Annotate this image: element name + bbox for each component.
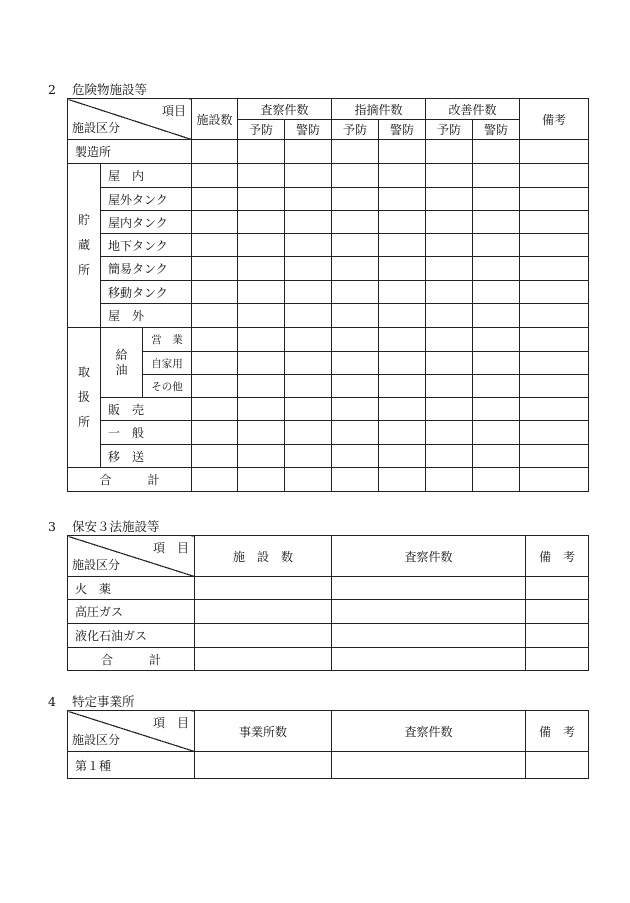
row-label-transfer: 移 送: [101, 445, 192, 468]
section-3-title: [48, 517, 160, 535]
row-label: 火 薬: [68, 577, 195, 600]
header-facility-count: 施 設 数: [195, 536, 332, 577]
row-label-total: 合 計: [68, 468, 192, 492]
header-diagonal-cell: [68, 536, 195, 577]
header-item-label: 項 目: [152, 716, 189, 730]
header-remarks: 備 考: [526, 711, 589, 752]
row-label: 第１種: [68, 752, 195, 779]
section-title-text: 危険物施設等: [72, 82, 148, 97]
header-office-count: 事業所数: [195, 711, 332, 752]
row-label-storage: 地下タンク: [101, 234, 192, 257]
row-label-storage: 簡易タンク: [101, 257, 192, 281]
header-inspection: 査察件数: [238, 99, 332, 120]
row-label-storage: 屋 内: [101, 164, 192, 188]
row-label-storage: 屋 外: [101, 304, 192, 328]
header-remarks: 備 考: [526, 536, 589, 577]
section-title-text: 特定事業所: [72, 694, 135, 709]
header-category-label: 施設区分: [72, 121, 121, 135]
header-item-label: 項 目: [152, 541, 189, 555]
section-number: 4: [48, 694, 56, 709]
header-inspection: 査察件数: [332, 711, 526, 752]
header-remarks: 備考: [520, 99, 589, 140]
header-fire-guard: 警防: [285, 120, 332, 140]
row-label: 高圧ガス: [68, 600, 195, 624]
header-fire-guard: 警防: [379, 120, 426, 140]
row-label-total: 合 計: [68, 648, 195, 671]
section-number: 3: [48, 519, 56, 534]
header-prevention: 予防: [238, 120, 285, 140]
section-title-text: 保安３法施設等: [72, 519, 160, 534]
row-label-sales: 販 売: [101, 398, 192, 421]
row-label-manufacturing: 製造所: [68, 140, 192, 164]
header-inspection: 査察件数: [332, 536, 526, 577]
header-indication: 指摘件数: [332, 99, 426, 120]
group-label-refuel: 給油: [101, 328, 143, 398]
header-prevention: 予防: [332, 120, 379, 140]
header-item-label: 項目: [162, 104, 187, 118]
group-label-storage: 貯蔵所: [68, 164, 101, 328]
specified-business-table: [67, 710, 589, 779]
section-2-title: [48, 80, 147, 98]
row-label-storage: 移動タンク: [101, 281, 192, 304]
section-4-title: [48, 692, 135, 710]
header-diagonal-cell: [68, 711, 195, 752]
section-number: 2: [48, 82, 56, 97]
row-label: 液化石油ガス: [68, 624, 195, 648]
header-category-label: 施設区分: [72, 733, 121, 747]
row-label-refuel: その他: [143, 375, 192, 398]
header-prevention: 予防: [426, 120, 473, 140]
row-label-storage: 屋外タンク: [101, 188, 192, 211]
header-improvement: 改善件数: [426, 99, 520, 120]
safety-three-laws-table: [67, 535, 589, 671]
header-fire-guard: 警防: [473, 120, 520, 140]
row-label-storage: 屋内タンク: [101, 211, 192, 234]
header-facility-count: 施設数: [192, 99, 238, 140]
row-label-refuel: 自家用: [143, 352, 192, 375]
row-label-general: 一 般: [101, 421, 192, 445]
row-label-refuel: 営 業: [143, 328, 192, 352]
hazmat-table: [67, 98, 589, 492]
header-category-label: 施設区分: [72, 558, 121, 572]
header-diagonal-cell: [68, 99, 192, 140]
group-label-handling: 取扱所: [68, 328, 101, 468]
